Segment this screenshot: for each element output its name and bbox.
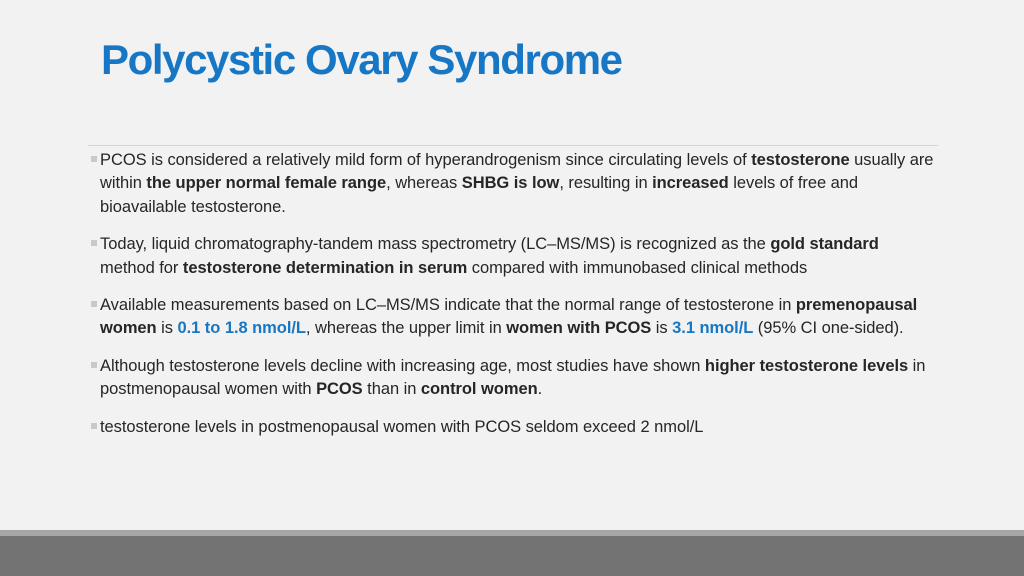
bullet-text: , whereas <box>386 174 462 193</box>
bullet-text: Although testosterone levels decline with increasing age, most studies have shown <box>100 356 705 375</box>
bold-text: women with PCOS <box>506 319 652 338</box>
bold-text: control women <box>420 380 538 399</box>
bullet-text: (95% CI one-sided). <box>753 319 904 338</box>
bold-text: testosterone <box>751 151 850 169</box>
square-bullet-icon <box>91 423 97 429</box>
bullet-text: usually are within <box>100 151 934 193</box>
bold-text: PCOS <box>316 380 363 399</box>
square-bullet-icon <box>91 301 97 307</box>
square-bullet-icon <box>91 156 97 162</box>
square-bullet-icon <box>91 240 97 246</box>
bullet-text: , whereas the upper limit in <box>305 319 507 338</box>
bullet-text: compared with immunobased clinical methods <box>467 258 808 277</box>
bold-text: increased <box>652 174 729 193</box>
bullet-text: PCOS is considered a relatively mild form of hyperandrogenism since circulating levels of <box>100 151 752 169</box>
bullet-text: levels of free and bioavailable testosterone. <box>100 174 859 216</box>
bold-text: gold standard <box>770 235 879 254</box>
highlighted-value: 0.1 to 1.8 nmol/L <box>177 319 306 338</box>
bullet-list <box>88 149 938 453</box>
bullet-item-3 <box>88 294 938 341</box>
bullet-item-1 <box>88 149 938 219</box>
title-divider <box>88 145 938 146</box>
bold-text: testosterone determination in serum <box>182 258 468 277</box>
slide-title: Polycystic Ovary Syndrome <box>101 36 622 83</box>
bullet-text: testosterone levels in postmenopausal women with PCOS seldom exceed 2 nmol/L <box>100 417 704 436</box>
bullet-text: . <box>537 380 543 399</box>
bold-text: the upper normal female range <box>146 174 387 193</box>
bold-text: premenopausal women <box>100 296 918 338</box>
bullet-item-2 <box>88 233 938 280</box>
bullet-item-4 <box>88 355 938 402</box>
footer-bar <box>0 536 1024 576</box>
bullet-item-5 <box>88 416 938 439</box>
bullet-text: , resulting in <box>559 174 653 193</box>
bullet-text: than in <box>362 380 421 399</box>
square-bullet-icon <box>91 362 97 368</box>
bullet-text: is <box>156 319 178 338</box>
bullet-text: in postmenopausal women with <box>100 356 926 399</box>
bold-text: higher testosterone levels <box>704 356 909 375</box>
bullet-text: Available measurements based on LC–MS/MS indicate that the normal range of testosterone in <box>100 296 796 315</box>
bullet-text: Today, liquid chromatography-tandem mass spectrometry (LC–MS/MS) is recognized as the <box>100 235 771 254</box>
bold-text: SHBG is low <box>461 174 560 193</box>
highlighted-value: 3.1 nmol/L <box>672 319 754 338</box>
bullet-text: method for <box>100 258 183 277</box>
bullet-text: is <box>651 319 673 338</box>
